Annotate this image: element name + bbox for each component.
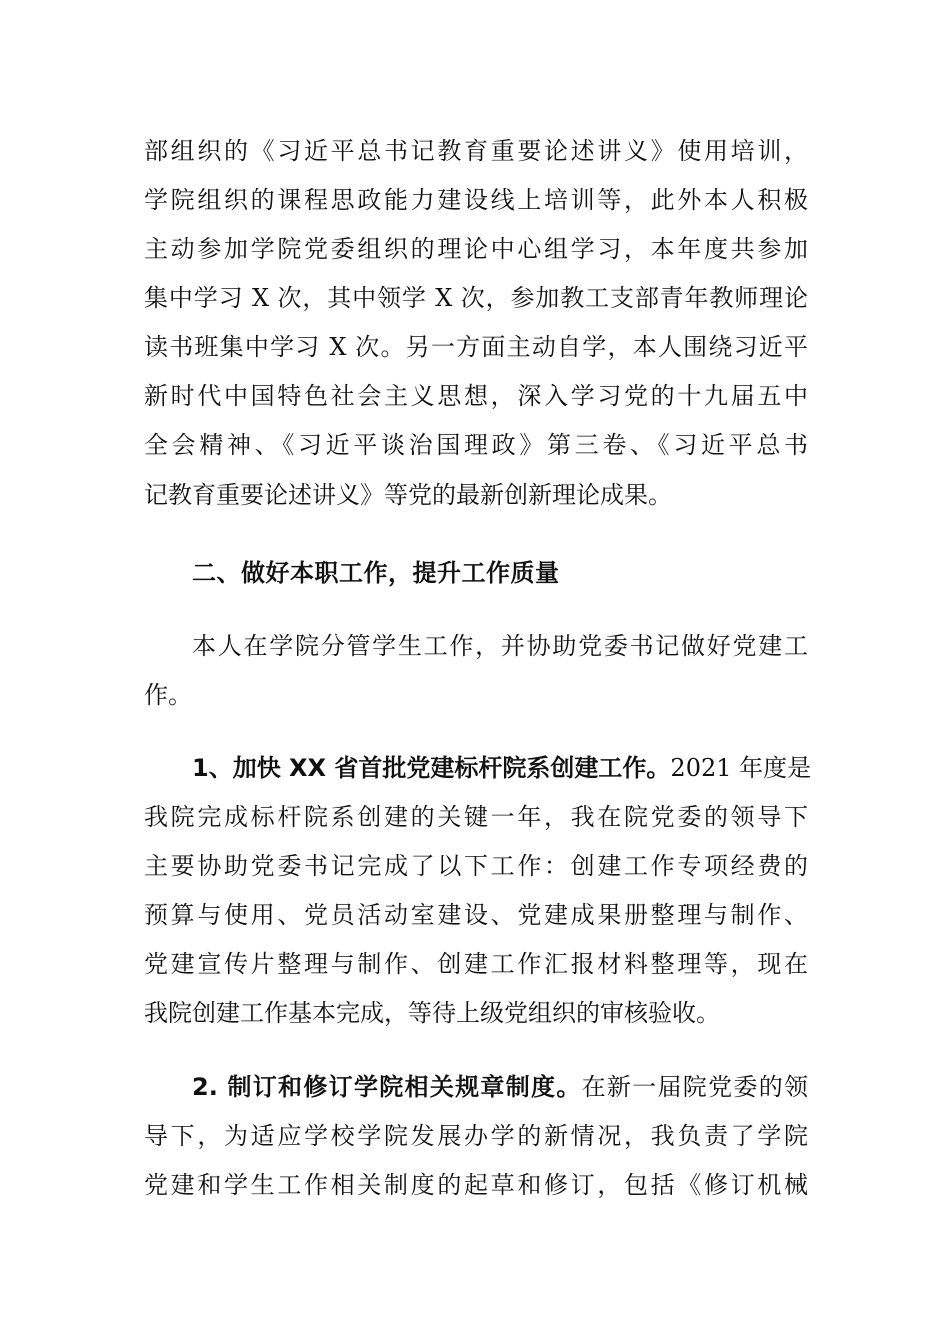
- paragraph-line: 主要协助党委书记完成了以下工作：创建工作专项经费的: [144, 852, 808, 880]
- item-title: 1、加快 XX 省首批党建标杆院系创建工作。: [192, 754, 671, 782]
- paragraph-line: 本人在学院分管学生工作，并协助党委书记做好党建工: [192, 632, 808, 660]
- paragraph-line: 新时代中国特色社会主义思想，深入学习党的十九届五中: [144, 382, 808, 410]
- paragraph-line: 全会精神、《习近平谈治国理政》第三卷、《习近平总书: [144, 431, 808, 459]
- paragraph-line: 学院组织的课程思政能力建设线上培训等，此外本人积极: [144, 186, 808, 214]
- section-heading: 二、做好本职工作，提升工作质量: [192, 559, 560, 587]
- item-first-line-text: 在新一届院党委的领: [581, 1073, 808, 1101]
- item-first-line-text: 2021 年度是: [670, 754, 812, 782]
- item-first-line: [192, 748, 812, 788]
- paragraph-line: 记教育重要论述讲义》等党的最新创新理论成果。: [144, 481, 672, 509]
- paragraph-line: 部组织的《习近平总书记教育重要论述讲义》使用培训，: [144, 137, 808, 165]
- paragraph-line: 我院创建工作基本完成，等待上级党组织的审核验收。: [144, 999, 720, 1027]
- item-first-line: [192, 1067, 808, 1107]
- paragraph-line: 预算与使用、党员活动室建设、党建成果册整理与制作、: [144, 901, 808, 929]
- paragraph-line: 读书班集中学习 X 次。另一方面主动自学，本人围绕习近平: [144, 333, 808, 361]
- paragraph-line: 集中学习 X 次，其中领学 X 次，参加教工支部青年教师理论: [144, 284, 808, 312]
- item-title: 2. 制订和修订学院相关规章制度。: [192, 1073, 582, 1101]
- paragraph-line: 党建和学生工作相关制度的起草和修订，包括《修订机械: [144, 1171, 808, 1199]
- paragraph-line: 导下，为适应学校学院发展办学的新情况，我负责了学院: [144, 1122, 808, 1150]
- paragraph-line: 主动参加学院党委组织的理论中心组学习，本年度共参加: [144, 235, 808, 263]
- paragraph-line: 作。: [144, 681, 192, 709]
- paragraph-line: 我院完成标杆院系创建的关键一年，我在院党委的领导下: [144, 803, 808, 831]
- paragraph-line: 党建宣传片整理与制作、创建工作汇报材料整理等，现在: [144, 950, 808, 978]
